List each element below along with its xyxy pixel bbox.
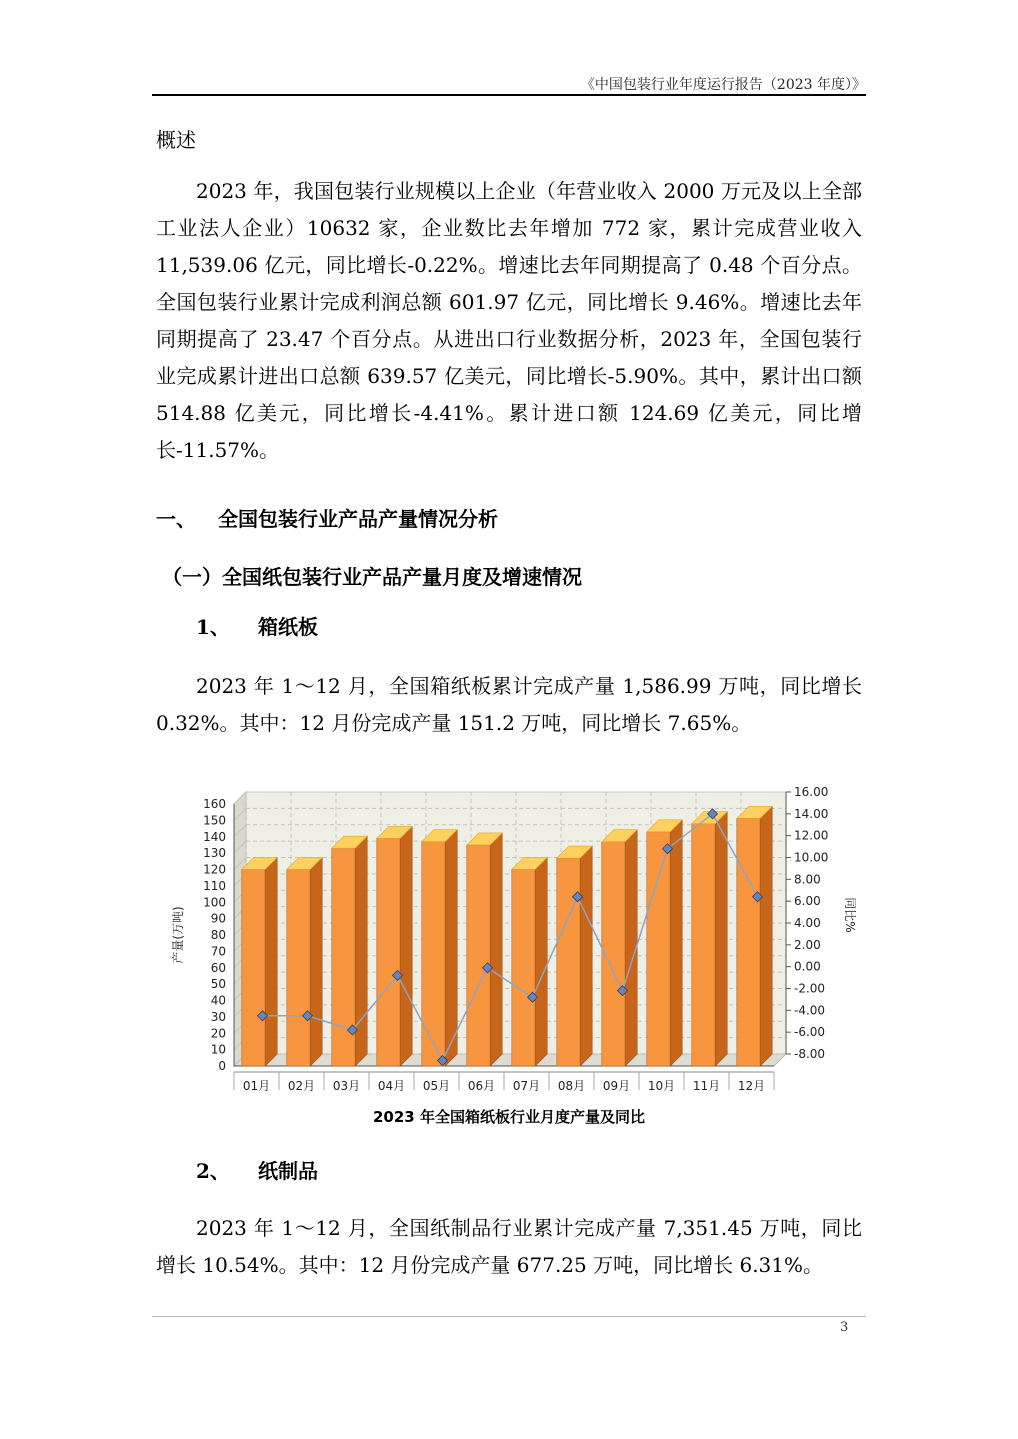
item1-paragraph: 2023 年 1～12 月，全国箱纸板累计完成产量 1,586.99 万吨，同比增长 0.32%。其中：12 月份完成产量 151.2 万吨，同比增长 7.65%。 (156, 674, 862, 735)
bar-front (647, 832, 670, 1066)
chart-container (168, 776, 858, 1106)
section-heading-1 (156, 503, 498, 532)
bar-front (512, 870, 535, 1067)
bar-side (490, 833, 502, 1066)
y2-tick-label: -8.00 (794, 1047, 826, 1061)
y2-tick-label: 14.00 (794, 806, 829, 821)
y-tick-label: 10 (210, 1042, 226, 1057)
item-heading-2 (196, 1155, 318, 1184)
item-number: 2、 (196, 1159, 230, 1183)
bar-front (377, 838, 400, 1066)
overview-label: 概述 (156, 128, 196, 152)
y-tick-label: 110 (203, 878, 226, 893)
bar-front (737, 818, 760, 1066)
bar-front (692, 824, 715, 1066)
y-tick-label: 0 (218, 1059, 226, 1073)
bar-side (445, 830, 457, 1066)
y-tick-label: 160 (203, 797, 226, 811)
y2-tick-label: 10.00 (794, 850, 829, 865)
x-tick-label: 07月 (512, 1079, 541, 1093)
y-tick-label: 20 (210, 1026, 226, 1041)
y2-tick-label: 2.00 (794, 937, 821, 952)
section-number: 一、 (156, 507, 196, 531)
bar-side (715, 812, 727, 1066)
y2-tick-label: -6.00 (794, 1025, 826, 1040)
bar-side (535, 858, 547, 1067)
overview-paragraph: 2023 年，我国包装行业规模以上企业（年营业收入 2000 万元及以上全部工业法人企业）10632 家，企业数比去年增加 772 家，累计完成营业收入 11,539.06 亿元，同比增长-0.22%。增速比去年同期提高了 0.48 个百分点。全国包装行业累计完成利润总额 601.97 亿元，同比增长 9.46%。增速比去年同期提高了 23.47 个百分点。从进出口行业数据分析，2023 年，全国包装行业完成累计进出口总额 639.57 亿美元，同比增长-5.90%。其中，累计出口额 514.88 亿美元，同比增长-4.41%。累计进口额 124.69 亿美元，同比增长-11.57%。 (156, 179, 862, 462)
section-title: 全国包装行业产品产量情况分析 (218, 507, 498, 531)
item-number: 1、 (196, 615, 230, 639)
y2-tick-label: 4.00 (794, 916, 821, 930)
x-tick-label: 03月 (332, 1079, 361, 1093)
y2-tick-label: 12.00 (794, 828, 829, 843)
bar-side (670, 820, 682, 1066)
subsection-heading: （一）全国纸包装行业产品产量月度及增速情况 (162, 565, 582, 589)
bar-front (287, 870, 310, 1067)
item2-paragraph: 2023 年 1～12 月，全国纸制品行业累计完成产量 7,351.45 万吨，同比增长 10.54%。其中：12 月份完成产量 677.25 万吨，同比增长 6.31%。 (156, 1216, 862, 1277)
y-tick-label: 80 (210, 928, 226, 942)
y2-tick-label: -4.00 (794, 1003, 826, 1018)
item-title: 箱纸板 (258, 615, 318, 639)
y-tick-label: 120 (203, 862, 226, 877)
x-tick-label: 04月 (377, 1079, 406, 1093)
x-tick-label: 01月 (242, 1079, 271, 1093)
y2-axis-label: 同比% (843, 897, 857, 933)
y-tick-label: 100 (203, 895, 226, 910)
y-tick-label: 50 (210, 977, 226, 992)
running-header: 《中国包装行业年度运行报告（2023 年度）》 (580, 77, 866, 93)
y-tick-label: 60 (210, 960, 226, 975)
y-tick-label: 140 (203, 829, 226, 844)
x-tick-label: 10月 (647, 1079, 676, 1093)
bar-side (355, 836, 367, 1066)
bar-front (422, 842, 445, 1066)
bar-side (265, 858, 277, 1067)
production-chart (168, 776, 858, 1106)
header-divider (152, 94, 866, 96)
page-number: 3 (840, 1320, 849, 1335)
bar-front (242, 870, 265, 1067)
y2-tick-label: 16.00 (794, 785, 829, 799)
bar-side (400, 826, 412, 1066)
x-tick-label: 12月 (737, 1079, 766, 1093)
x-tick-label: 06月 (467, 1079, 496, 1093)
x-tick-label: 09月 (602, 1079, 631, 1093)
bar-front (467, 845, 490, 1066)
y-tick-label: 30 (210, 1009, 226, 1024)
x-tick-label: 08月 (557, 1079, 586, 1093)
y-tick-label: 40 (210, 993, 226, 1008)
y-tick-label: 150 (203, 813, 226, 828)
y2-tick-label: 8.00 (794, 872, 821, 887)
y-tick-label: 130 (203, 846, 226, 861)
bar-side (760, 806, 772, 1066)
y-tick-label: 70 (210, 944, 226, 959)
footer-divider (152, 1316, 866, 1317)
y2-tick-label: 0.00 (794, 959, 821, 974)
y-tick-label: 90 (210, 911, 226, 926)
x-tick-label: 02月 (287, 1079, 316, 1093)
chart-caption: 2023 年全国箱纸板行业月度产量及同比 (373, 1108, 645, 1126)
x-tick-label: 05月 (422, 1079, 451, 1093)
item-title: 纸制品 (258, 1159, 318, 1183)
bar-front (557, 858, 580, 1066)
x-tick-label: 11月 (692, 1079, 721, 1093)
bar-side (310, 858, 322, 1067)
bar-side (580, 846, 592, 1066)
y-axis-label: 产量(万吨) (171, 906, 185, 964)
y2-tick-label: 6.00 (794, 894, 821, 909)
y2-tick-label: -2.00 (794, 981, 826, 996)
item-heading-1 (196, 611, 318, 640)
